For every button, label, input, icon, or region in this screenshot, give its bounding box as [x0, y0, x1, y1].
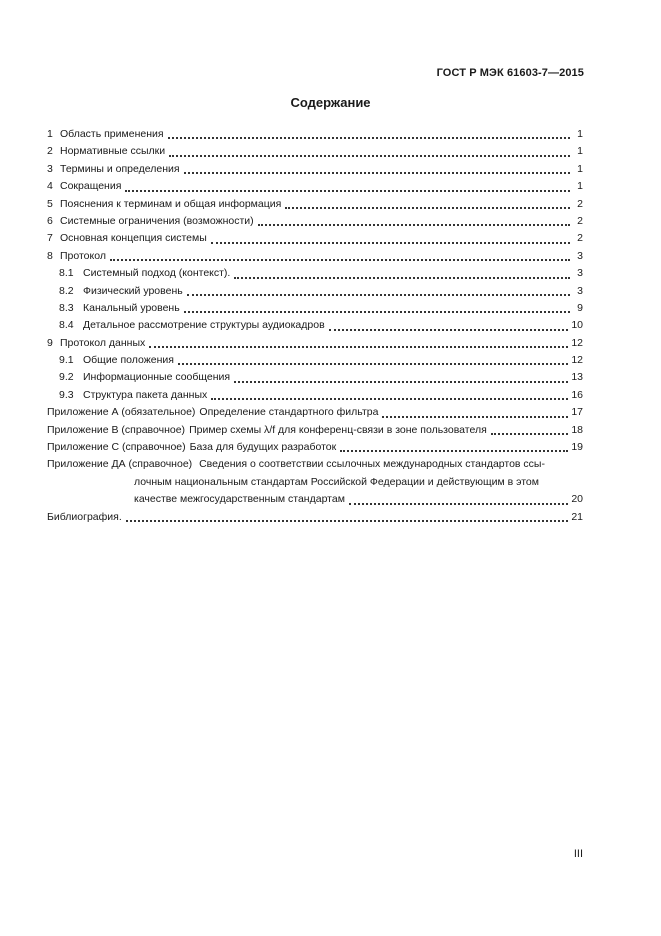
leader-dots — [184, 164, 570, 174]
toc-page: 18 — [571, 423, 583, 436]
toc-number: 9.3 — [59, 388, 74, 401]
toc-appendix-da[interactable] — [47, 456, 583, 508]
toc-title: Библиография. — [47, 510, 122, 523]
leader-dots — [110, 251, 570, 261]
toc-number: 8.1 — [59, 267, 74, 280]
toc-page: 17 — [571, 406, 583, 419]
toc-page: 1 — [577, 180, 583, 193]
appendix-title: Определение стандартного фильтра — [199, 406, 379, 419]
appendix-label: Приложение В (справочное) — [47, 423, 186, 436]
toc-page: 2 — [577, 232, 583, 245]
toc-title: Протокол — [60, 249, 106, 262]
toc-page: 2 — [577, 214, 583, 227]
toc-number: 7 — [47, 232, 53, 245]
toc-page: 3 — [577, 249, 583, 262]
toc-entry-4[interactable] — [47, 178, 583, 195]
document-code: ГОСТ Р МЭК 61603-7—2015 — [436, 67, 584, 79]
leader-dots — [125, 182, 570, 192]
leader-dots — [178, 355, 568, 365]
toc-number: 4 — [47, 180, 53, 193]
appendix-label: Приложение ДА (справочное) — [47, 458, 193, 471]
toc-number: 2 — [47, 145, 53, 158]
leader-dots — [340, 442, 568, 452]
toc-page: 1 — [577, 127, 583, 140]
toc-page: 16 — [571, 388, 583, 401]
toc-title: Протокол данных — [60, 336, 146, 349]
toc-number: 9 — [47, 336, 53, 349]
toc-entry-2[interactable] — [47, 143, 583, 160]
toc-entry-6[interactable] — [47, 213, 583, 230]
toc-title: Область применения — [60, 127, 164, 140]
toc-number: 3 — [47, 162, 53, 175]
page-title: Содержание — [290, 95, 371, 110]
table-of-contents — [47, 126, 583, 526]
leader-dots — [168, 129, 570, 139]
appendix-title-line-2: лочным национальным стандартам Российской Федерации и действующим в этом — [134, 475, 539, 488]
toc-entry-8-3[interactable] — [47, 300, 583, 317]
toc-number: 8.4 — [59, 319, 74, 332]
leader-dots — [258, 216, 570, 226]
appendix-label: Приложение С (справочное) — [47, 441, 186, 454]
leader-dots — [184, 303, 570, 313]
toc-title: Физический уровень — [83, 284, 183, 297]
leader-dots — [169, 147, 570, 157]
leader-dots — [211, 234, 570, 244]
toc-page: 3 — [577, 284, 583, 297]
toc-entry-9-3[interactable] — [47, 387, 583, 404]
page-number: III — [573, 848, 583, 860]
toc-entry-9-1[interactable] — [47, 352, 583, 369]
toc-title: Структура пакета данных — [83, 388, 208, 401]
toc-appendix-b[interactable] — [47, 422, 583, 439]
toc-entry-7[interactable] — [47, 230, 583, 247]
toc-number: 8 — [47, 249, 53, 262]
appendix-title-line-1: Сведения о соответствии ссылочных международных стандартов ссы- — [199, 458, 545, 471]
toc-page: 1 — [577, 162, 583, 175]
toc-title: Нормативные ссылки — [60, 145, 166, 158]
toc-title: Общие положения — [83, 354, 174, 367]
toc-entry-8[interactable] — [47, 248, 583, 265]
toc-title: Системные ограничения (возможности) — [60, 214, 254, 227]
toc-title: Информационные сообщения — [83, 371, 231, 384]
leader-dots — [234, 373, 568, 383]
leader-dots — [187, 286, 570, 296]
toc-title: Системный подход (контекст). — [83, 267, 231, 280]
toc-number: 8.2 — [59, 284, 74, 297]
toc-appendix-a[interactable] — [47, 404, 583, 421]
toc-page: 13 — [571, 371, 583, 384]
toc-entry-3[interactable] — [47, 161, 583, 178]
toc-title: Сокращения — [60, 180, 122, 193]
leader-dots — [349, 495, 568, 505]
toc-title: Пояснения к терминам и общая информация — [60, 197, 282, 210]
toc-number: 8.3 — [59, 301, 74, 314]
leader-dots — [491, 425, 569, 435]
toc-page: 12 — [571, 354, 583, 367]
toc-title: Детальное рассмотрение структуры аудиокадров — [83, 319, 325, 332]
toc-page: 10 — [571, 319, 583, 332]
toc-entry-1[interactable] — [47, 126, 583, 143]
toc-page: 3 — [577, 267, 583, 280]
toc-number: 9.2 — [59, 371, 74, 384]
toc-entry-8-1[interactable] — [47, 265, 583, 282]
leader-dots — [126, 512, 569, 522]
leader-dots — [382, 408, 568, 418]
toc-page: 9 — [577, 301, 583, 314]
toc-number: 9.1 — [59, 354, 74, 367]
appendix-title: База для будущих разработок — [189, 441, 337, 454]
appendix-title: Пример схемы λ/f для конференц-связи в зоне пользователя — [189, 423, 487, 436]
toc-page: 1 — [577, 145, 583, 158]
toc-entry-5[interactable] — [47, 196, 583, 213]
leader-dots — [211, 390, 568, 400]
toc-page: 20 — [571, 493, 583, 506]
toc-page: 12 — [571, 336, 583, 349]
toc-number: 6 — [47, 214, 53, 227]
toc-number: 1 — [47, 127, 53, 140]
appendix-label: Приложение А (обязательное) — [47, 406, 196, 419]
toc-entry-8-2[interactable] — [47, 283, 583, 300]
toc-entry-9-2[interactable] — [47, 369, 583, 386]
toc-page: 19 — [571, 441, 583, 454]
leader-dots — [329, 321, 569, 331]
toc-page: 21 — [571, 510, 583, 523]
toc-page: 2 — [577, 197, 583, 210]
toc-number: 5 — [47, 197, 53, 210]
toc-title: Основная концепция системы — [60, 232, 207, 245]
leader-dots — [234, 269, 570, 279]
toc-bibliography[interactable] — [47, 509, 583, 526]
leader-dots — [149, 338, 568, 348]
appendix-title-line-3: качестве межгосударственным стандартам — [134, 493, 345, 506]
toc-title: Термины и определения — [60, 162, 180, 175]
toc-entry-9[interactable] — [47, 335, 583, 352]
toc-appendix-c[interactable] — [47, 439, 583, 456]
toc-entry-8-4[interactable] — [47, 317, 583, 334]
toc-title: Канальный уровень — [83, 301, 180, 314]
leader-dots — [285, 199, 570, 209]
